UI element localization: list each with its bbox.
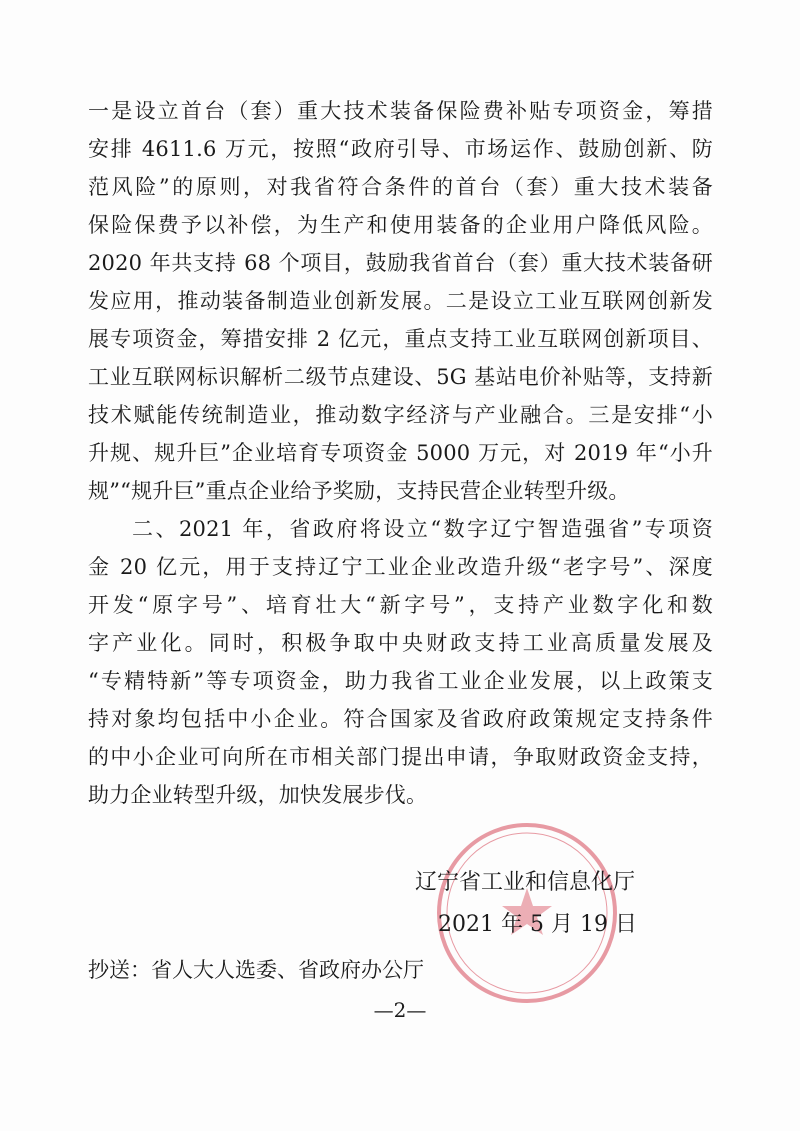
body-line-18: 的中小企业可向所在市相关部门提出申请，争取财政资金支持，	[88, 745, 713, 769]
body-line-17: 持对象均包括中小企业。符合国家及省政府政策规定支持条件	[88, 707, 713, 731]
body-line-15: 字产业化。同时，积极争取中央财政支持工业高质量发展及	[88, 631, 713, 655]
body-line-11: 规”“规升巨”重点企业给予奖励，支持民营企业转型升级。	[88, 479, 630, 503]
body-line-6: 发应用，推动装备制造业创新发展。二是设立工业互联网创新发	[88, 289, 713, 313]
body-line-13: 金 20 亿元，用于支持辽宁工业企业改造升级“老字号”、深度	[88, 555, 713, 579]
body-line-2: 安排 4611.6 万元，按照“政府引导、市场运作、鼓励创新、防	[88, 137, 713, 161]
body-line-8: 工业互联网标识解析二级节点建设、5G 基站电价补贴等，支持新	[88, 365, 713, 389]
signature-date: 2021 年 5 月 19 日	[438, 912, 637, 937]
body-line-19: 助力企业转型升级，加快发展步伐。	[88, 783, 428, 807]
body-line-12: 二、2021 年，省政府将设立“数字辽宁智造强省”专项资	[132, 517, 713, 541]
signature-org: 辽宁省工业和信息化厅	[415, 870, 636, 895]
body-line-14: 开发“原字号”、培育壮大“新字号”，支持产业数字化和数	[88, 593, 713, 617]
body-line-7: 展专项资金，筹措安排 2 亿元，重点支持工业互联网创新项目、	[88, 327, 713, 351]
body-line-5: 2020 年共支持 68 个项目，鼓励我省首台（套）重大技术装备研	[88, 251, 713, 275]
body-line-3: 范风险”的原则，对我省符合条件的首台（套）重大技术装备	[88, 175, 713, 199]
body-line-9: 技术赋能传统制造业，推动数字经济与产业融合。三是安排“小	[88, 403, 713, 427]
body-line-4: 保险保费予以补偿，为生产和使用装备的企业用户降低风险。	[88, 213, 713, 237]
body-line-10: 升规、规升巨”企业培育专项资金 5000 万元，对 2019 年“小升	[88, 441, 713, 465]
body-line-1: 一是设立首台（套）重大技术装备保险费补贴专项资金，筹措	[88, 99, 713, 123]
body-line-16: “专精特新”等专项资金，助力我省工业企业发展，以上政策支	[88, 669, 713, 693]
page-number: —2—	[373, 998, 427, 1022]
cc-line: 抄送：省人大人选委、省政府办公厅	[88, 958, 424, 982]
